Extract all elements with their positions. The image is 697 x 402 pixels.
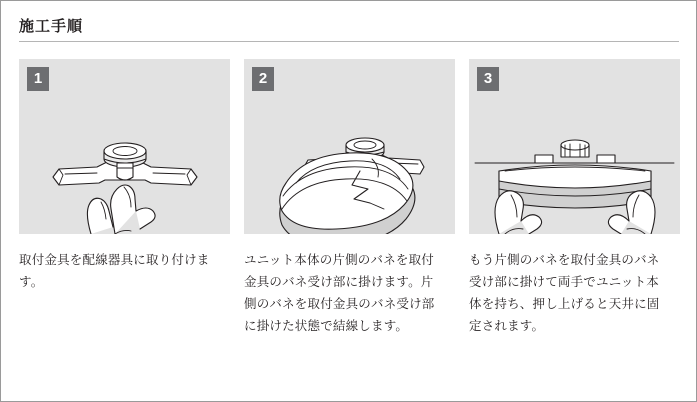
step-2-number-badge: 2 — [252, 67, 274, 91]
step-1-figure — [19, 59, 230, 234]
step-3-caption: もう片側のバネを取付金具のバネ受け部に掛けて両手でユニット本体を持ち、押し上げると天井に固定されます。 — [469, 253, 660, 333]
step-3-number-badge: 3 — [477, 67, 499, 91]
step-1-number-badge: 1 — [27, 67, 49, 91]
mounting-bracket-attach-illustration — [19, 59, 230, 234]
step-2-figure — [244, 59, 455, 234]
steps-container — [19, 59, 679, 338]
unit-push-up-ceiling-illustration — [469, 59, 680, 234]
title-divider — [19, 41, 679, 42]
step-1-caption: 取付金具を配線器具に取り付けます。 — [19, 253, 210, 289]
step-1 — [19, 59, 230, 338]
step-2-caption: ユニット本体の片側のバネを取付金具のバネ受け部に掛けます。片側のバネを取付金具のバネ受け部に掛けた状態で結線します。 — [244, 253, 435, 333]
unit-spring-hook-illustration — [244, 59, 455, 234]
page-title: 施工手順 — [19, 18, 84, 35]
step-3 — [469, 59, 680, 338]
step-3-figure — [469, 59, 680, 234]
step-2 — [244, 59, 455, 338]
